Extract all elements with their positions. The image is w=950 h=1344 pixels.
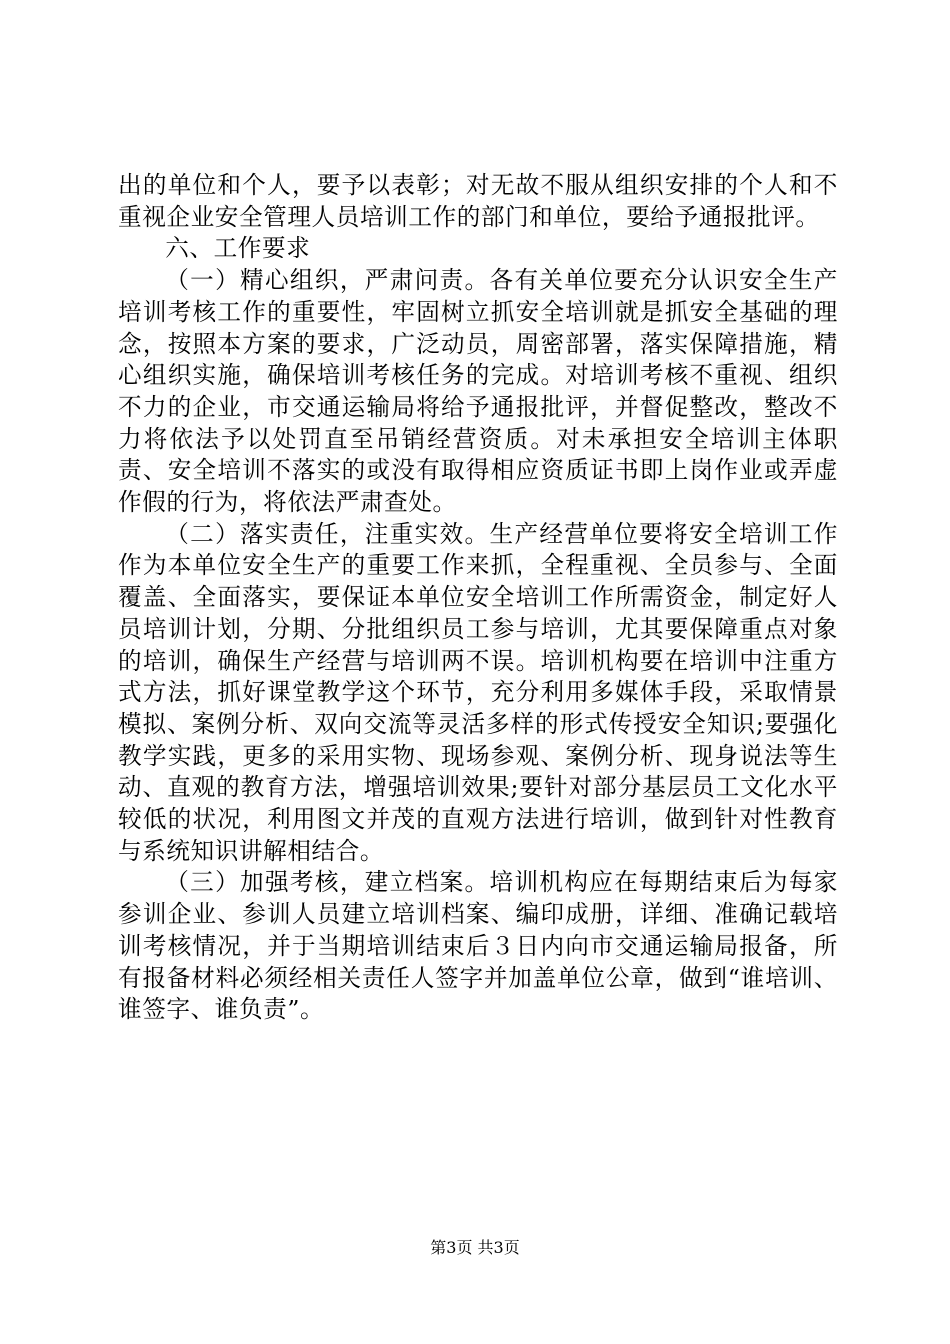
page-number-label: 第3页 共3页 xyxy=(430,1238,520,1257)
page-footer xyxy=(0,1238,950,1258)
section-heading-work-requirements: 六、工作要求 xyxy=(165,234,311,263)
paragraph-requirement-2: （二）落实责任，注重实效。生产经营单位要将安全培训工作作为本单位安全生产的重要工作来抓，全程重视、全员参与、全面覆盖、全面落实，要保证本单位安全培训工作所需资金，制定好人员培训计划，分期、分批组织员工参与培训，尤其要保障重点对象的培训，确保生产经营与培训两不误。培训机构要在培训中注重方式方法，抓好课堂教学这个环节，充分利用多媒体手段，采取情景模拟、案例分析、双向交流等灵活多样的形式传授安全知识;要强化教学实践，更多的采用实物、现场参观、案例分析、现身说法等生动、直观的教育方法，增强培训效果;要针对部分基层员工文化水平较低的状况，利用图文并茂的直观方法进行培训，做到针对性教育与系统知识讲解相结合。 xyxy=(118,519,838,865)
paragraph-requirement-3: （三）加强考核，建立档案。培训机构应在每期结束后为每家参训企业、参训人员建立培训档案、编印成册，详细、准确记载培训考核情况，并于当期培训结束后３日内向市交通运输局报备，所有报备材料必须经相关责任人签字并加盖单位公章，做到“谁培训、谁签字、谁负责”。 xyxy=(118,868,838,1024)
document-body xyxy=(118,170,838,1026)
paragraph-continuation: 出的单位和个人，要予以表彰；对无故不服从组织安排的个人和不重视企业安全管理人员培训工作的部门和单位，要给予通报批评。 xyxy=(118,171,838,231)
paragraph-requirement-1: （一）精心组织，严肃问责。各有关单位要充分认识安全生产培训考核工作的重要性，牢固树立抓安全培训就是抓安全基础的理念，按照本方案的要求，广泛动员，周密部署，落实保障措施，精心组织实施，确保培训考核任务的完成。对培训考核不重视、组织不力的企业，市交通运输局将给予通报批评，并督促整改，整改不力将依法予以处罚直至吊销经营资质。对未承担安全培训主体职责、安全培训不落实的或没有取得相应资质证书即上岗作业或弄虚作假的行为，将依法严肃查处。 xyxy=(118,266,838,517)
